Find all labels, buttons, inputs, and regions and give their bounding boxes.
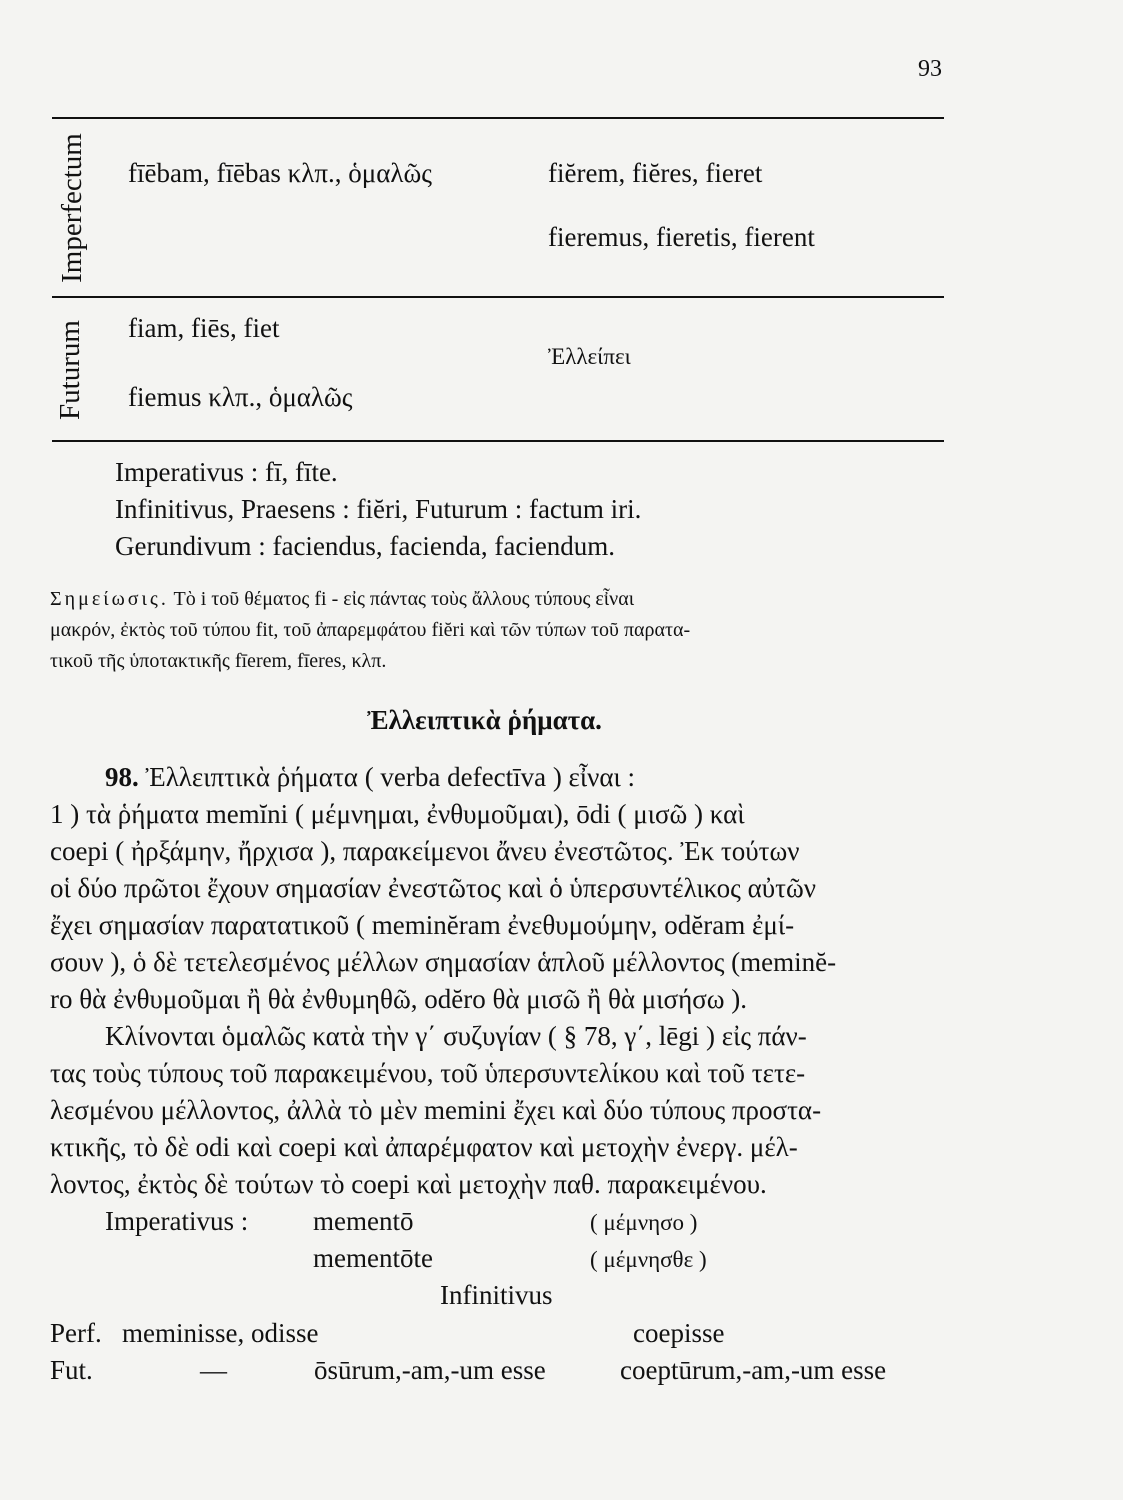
imperativus-form-1: mementō bbox=[313, 1206, 414, 1236]
table-bottom-rule bbox=[52, 440, 944, 442]
futurum-left-2: fiemus κλπ., ὁμαλῶς bbox=[128, 382, 353, 412]
note-line-3: τικοῦ τῆς ὑποτακτικῆς fīerem, fīeres, κλπ. bbox=[50, 650, 387, 672]
note-text-1: Τὸ i τοῦ θέματος fi - εἰς πάντας τοὺς ἄλλους τύπους εἶναι bbox=[173, 588, 635, 610]
table-middle-rule bbox=[52, 296, 944, 298]
imperativus-gloss-1: ( μέμνησο ) bbox=[590, 1210, 698, 1235]
section-number: 98. bbox=[105, 762, 139, 792]
para2-line-3: λεσμένου μέλλοντος, ἀλλὰ τὸ μὲν memini ἔχει καὶ δύο τύπους προστα- bbox=[50, 1095, 822, 1125]
section-98-line-4: ἔχει σημασίαν παρατατικοῦ ( meminĕram ἐνεθυμούμην, odĕram ἐμί- bbox=[50, 910, 795, 940]
para2-line-5: λοντος, ἐκτὸς δὲ τούτων τὸ coepi καὶ μετοχὴν παθ. παρακειμένου. bbox=[50, 1169, 767, 1199]
fut-odi: ōsūrum,-am,-um esse bbox=[314, 1355, 546, 1385]
perf-coepi: coepisse bbox=[633, 1318, 725, 1348]
page-number: 93 bbox=[918, 56, 942, 82]
section-98-line-1: 1 ) τὰ ῥήματα memĭni ( μέμνημαι, ἐνθυμοῦμαι), ōdi ( μισῶ ) καὶ bbox=[50, 799, 745, 829]
infinitivus-heading: Infinitivus bbox=[440, 1280, 553, 1310]
para2-line-2: τας τοὺς τύπους τοῦ παρακειμένου, τοῦ ὑπερσυντελίκου καὶ τοῦ τετε- bbox=[50, 1058, 806, 1088]
section-98-intro: Ἐλλειπτικὰ ῥήματα ( verba defectīva ) εἶναι : bbox=[145, 762, 636, 792]
form-infinitivus: Infinitivus, Praesens : fiĕri, Futurum : factum iri. bbox=[115, 494, 642, 524]
imperativus-form-2: mementōte bbox=[313, 1243, 433, 1273]
section-98-line-3: οἱ δύο πρῶτοι ἔχουν σημασίαν ἐνεστῶτος καὶ ὁ ὑπερσυντέλικος αὐτῶν bbox=[50, 873, 816, 903]
note-line-2: μακρόν, ἐκτὸς τοῦ τύπου fit, τοῦ ἀπαρεμφάτου fiĕri καὶ τῶν τύπων τοῦ παρατα- bbox=[50, 619, 691, 641]
note-line-1 bbox=[50, 588, 634, 611]
section-98-first-line bbox=[105, 762, 635, 793]
section-98-line-6: ro θὰ ἐνθυμοῦμαι ἢ θὰ ἐνθυμηθῶ, odĕro θὰ μισῶ ἢ θὰ μισήσω ). bbox=[50, 984, 748, 1014]
label-imperfectum: Imperfectum bbox=[56, 133, 88, 283]
fut-coepi: coeptūrum,-am,-um esse bbox=[620, 1355, 887, 1385]
form-gerundivum: Gerundivum : faciendus, facienda, faciendum. bbox=[115, 531, 616, 561]
futurum-left-1: fiam, fiēs, fiet bbox=[128, 313, 280, 343]
perf-forms: meminisse, odisse bbox=[122, 1318, 319, 1348]
label-futurum: Futurum bbox=[54, 320, 86, 420]
table-top-rule bbox=[52, 117, 944, 119]
perf-label: Perf. bbox=[50, 1318, 102, 1348]
para2-line-4: κτικῆς, τὸ δὲ odi καὶ coepi καὶ ἀπαρέμφατον καὶ μετοχὴν ἐνεργ. μέλ- bbox=[50, 1132, 798, 1162]
imperfectum-right-1: fiĕrem, fiĕres, fieret bbox=[548, 158, 763, 188]
imperfectum-left: fīēbam, fīēbas κλπ., ὁμαλῶς bbox=[128, 158, 432, 188]
fut-dash: — bbox=[200, 1355, 227, 1385]
section-98-line-5: σουν ), ὁ δὲ τετελεσμένος μέλλων σημασίαν ἁπλοῦ μέλλοντος (meminĕ- bbox=[50, 947, 837, 977]
section-98-line-2: coepi ( ἠρξάμην, ἤρχισα ), παρακείμενοι ἄνευ ἐνεστῶτος. Ἐκ τούτων bbox=[50, 836, 800, 866]
imperfectum-right-2: fieremus, fieretis, fierent bbox=[548, 222, 815, 252]
form-imperativus: Imperativus : fī, fīte. bbox=[115, 457, 338, 487]
note-label: Σημείωσις. bbox=[50, 588, 169, 610]
fut-label: Fut. bbox=[50, 1355, 93, 1385]
para2-line-1: Κλίνονται ὁμαλῶς κατὰ τὴν γ΄ συζυγίαν ( § 78, γ΄, lēgi ) εἰς πάν- bbox=[105, 1021, 807, 1051]
futurum-right: Ἐλλείπει bbox=[548, 344, 631, 369]
section-heading: Ἐλλειπτικὰ ῥήματα. bbox=[367, 705, 602, 735]
imperativus-gloss-2: ( μέμνησθε ) bbox=[590, 1247, 707, 1272]
imperativus-label: Imperativus : bbox=[105, 1206, 249, 1236]
